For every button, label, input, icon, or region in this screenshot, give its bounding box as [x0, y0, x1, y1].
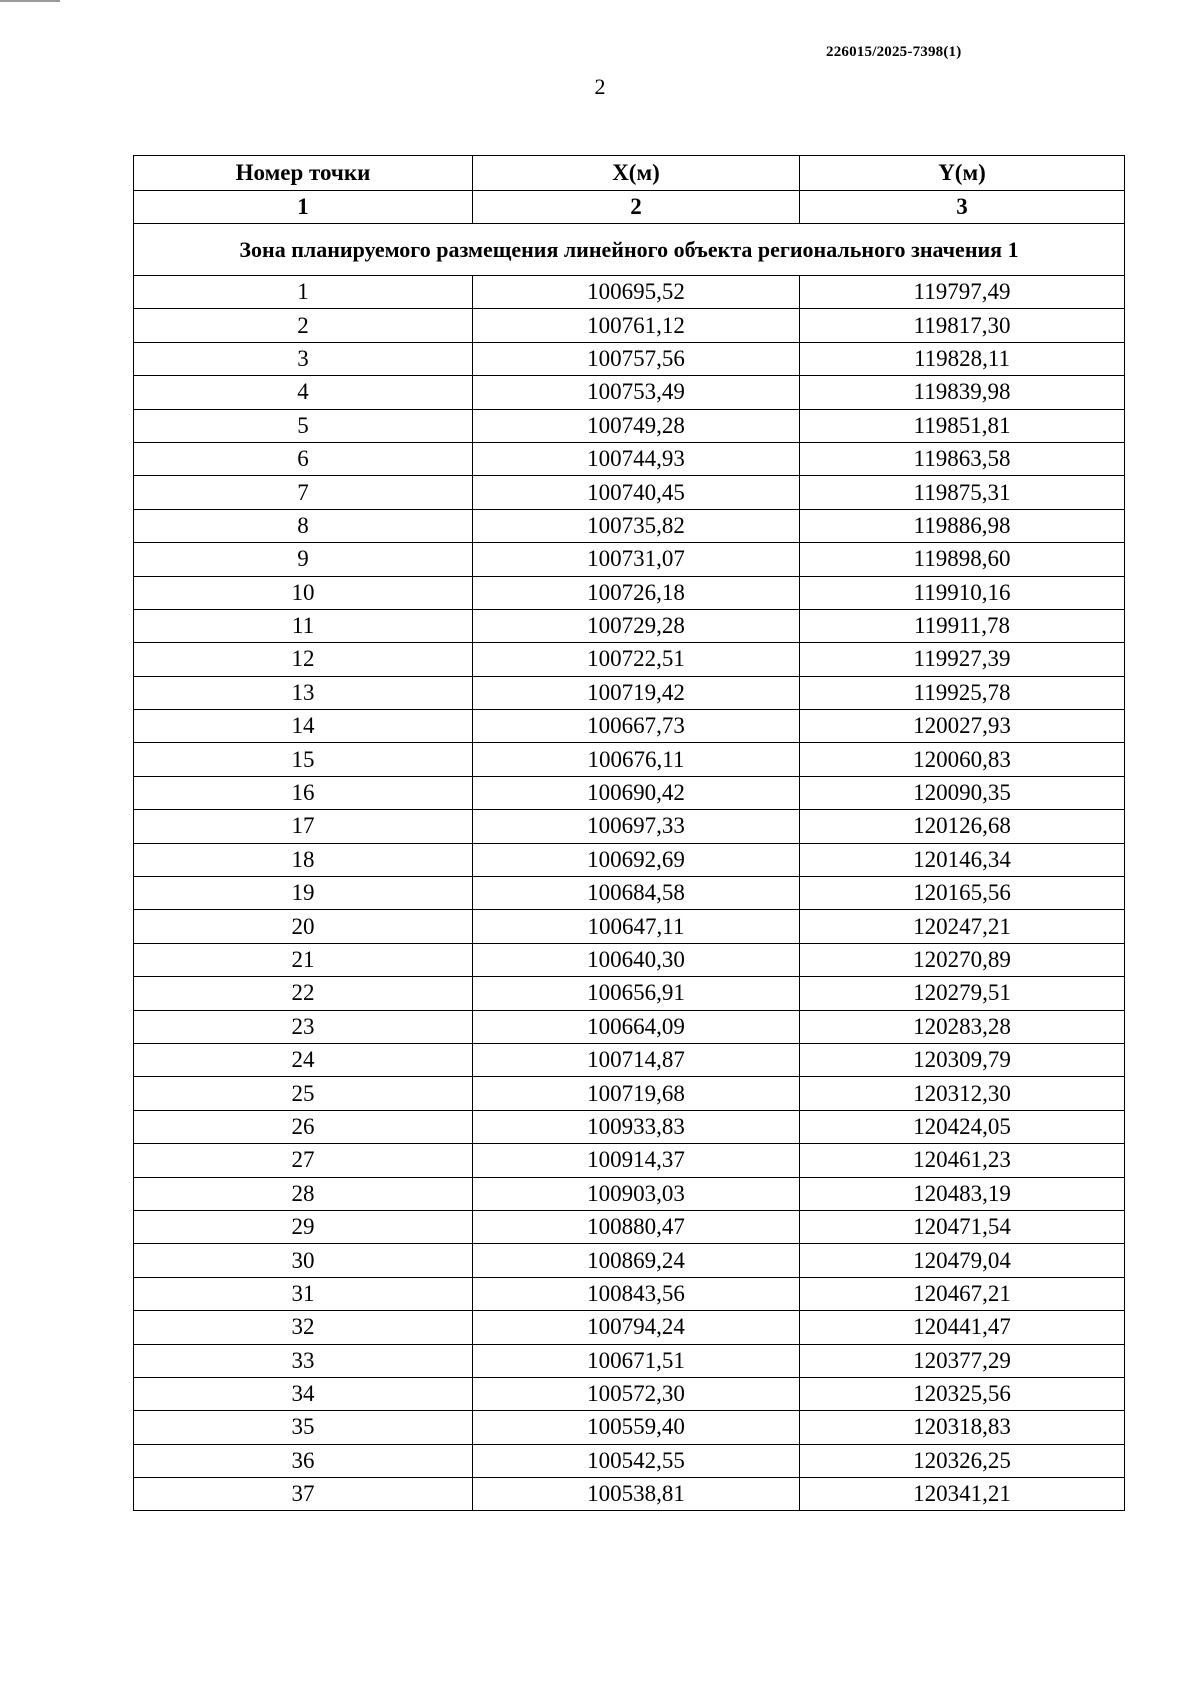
x-coordinate-cell: 100664,09 [473, 1010, 800, 1043]
table-row [134, 1478, 1125, 1511]
point-number-cell: 33 [134, 1344, 473, 1377]
point-number-cell: 34 [134, 1377, 473, 1410]
table-row [134, 1110, 1125, 1143]
column-number-row [134, 191, 1125, 224]
table-row [134, 1210, 1125, 1243]
table-row [134, 342, 1125, 375]
table-row [134, 1311, 1125, 1344]
document-number: 226015/2025-7398(1) [826, 44, 962, 60]
table-row [134, 743, 1125, 776]
x-coordinate-cell: 100757,56 [473, 342, 800, 375]
x-coordinate-cell: 100714,87 [473, 1043, 800, 1076]
table-row [134, 776, 1125, 809]
x-coordinate-cell: 100542,55 [473, 1444, 800, 1477]
y-coordinate-cell: 119886,98 [800, 509, 1125, 542]
zone-title: Зона планируемого размещения линейного объекта регионального значения 1 [134, 224, 1125, 276]
table-row [134, 910, 1125, 943]
y-coordinate-cell: 120471,54 [800, 1210, 1125, 1243]
x-coordinate-cell: 100671,51 [473, 1344, 800, 1377]
y-coordinate-cell: 119863,58 [800, 442, 1125, 475]
x-coordinate-cell: 100903,03 [473, 1177, 800, 1210]
column-header-y: Y(м) [800, 156, 1125, 191]
y-coordinate-cell: 120283,28 [800, 1010, 1125, 1043]
point-number-cell: 19 [134, 877, 473, 910]
table-row [134, 509, 1125, 542]
scan-edge-mark [0, 0, 60, 2]
x-coordinate-cell: 100749,28 [473, 409, 800, 442]
table-row [134, 1377, 1125, 1410]
x-coordinate-cell: 100647,11 [473, 910, 800, 943]
point-number-cell: 37 [134, 1478, 473, 1511]
table-row [134, 442, 1125, 475]
table-row [134, 810, 1125, 843]
table-row [134, 710, 1125, 743]
header-row [134, 156, 1125, 191]
point-number-cell: 29 [134, 1210, 473, 1243]
y-coordinate-cell: 120479,04 [800, 1244, 1125, 1277]
point-number-cell: 12 [134, 643, 473, 676]
table-row [134, 1344, 1125, 1377]
y-coordinate-cell: 119898,60 [800, 543, 1125, 576]
point-number-cell: 2 [134, 309, 473, 342]
y-coordinate-cell: 120090,35 [800, 776, 1125, 809]
y-coordinate-cell: 119875,31 [800, 476, 1125, 509]
coordinates-table [133, 155, 1125, 1511]
x-coordinate-cell: 100794,24 [473, 1311, 800, 1344]
y-coordinate-cell: 119910,16 [800, 576, 1125, 609]
y-coordinate-cell: 120326,25 [800, 1444, 1125, 1477]
point-number-cell: 32 [134, 1311, 473, 1344]
x-coordinate-cell: 100726,18 [473, 576, 800, 609]
table-row [134, 1177, 1125, 1210]
table-row [134, 1077, 1125, 1110]
column-header-x: X(м) [473, 156, 800, 191]
table-row [134, 609, 1125, 642]
point-number-cell: 18 [134, 843, 473, 876]
point-number-cell: 8 [134, 509, 473, 542]
y-coordinate-cell: 120441,47 [800, 1311, 1125, 1344]
table-row [134, 309, 1125, 342]
y-coordinate-cell: 120247,21 [800, 910, 1125, 943]
x-coordinate-cell: 100735,82 [473, 509, 800, 542]
point-number-cell: 17 [134, 810, 473, 843]
y-coordinate-cell: 120483,19 [800, 1177, 1125, 1210]
x-coordinate-cell: 100695,52 [473, 276, 800, 309]
zone-title-row [134, 224, 1125, 276]
point-number-cell: 4 [134, 376, 473, 409]
x-coordinate-cell: 100559,40 [473, 1411, 800, 1444]
point-number-cell: 22 [134, 977, 473, 1010]
point-number-cell: 30 [134, 1244, 473, 1277]
y-coordinate-cell: 120027,93 [800, 710, 1125, 743]
y-coordinate-cell: 120467,21 [800, 1277, 1125, 1310]
y-coordinate-cell: 119797,49 [800, 276, 1125, 309]
table-row [134, 1144, 1125, 1177]
y-coordinate-cell: 120165,56 [800, 877, 1125, 910]
point-number-cell: 5 [134, 409, 473, 442]
point-number-cell: 14 [134, 710, 473, 743]
table-row [134, 1444, 1125, 1477]
x-coordinate-cell: 100869,24 [473, 1244, 800, 1277]
point-number-cell: 20 [134, 910, 473, 943]
y-coordinate-cell: 120424,05 [800, 1110, 1125, 1143]
x-coordinate-cell: 100744,93 [473, 442, 800, 475]
point-number-cell: 28 [134, 1177, 473, 1210]
table-row [134, 576, 1125, 609]
x-coordinate-cell: 100722,51 [473, 643, 800, 676]
point-number-cell: 25 [134, 1077, 473, 1110]
point-number-cell: 27 [134, 1144, 473, 1177]
table-row [134, 409, 1125, 442]
table-body [134, 276, 1125, 1511]
y-coordinate-cell: 120461,23 [800, 1144, 1125, 1177]
y-coordinate-cell: 120270,89 [800, 943, 1125, 976]
x-coordinate-cell: 100843,56 [473, 1277, 800, 1310]
y-coordinate-cell: 120377,29 [800, 1344, 1125, 1377]
x-coordinate-cell: 100656,91 [473, 977, 800, 1010]
y-coordinate-cell: 120312,30 [800, 1077, 1125, 1110]
point-number-cell: 36 [134, 1444, 473, 1477]
table-row [134, 843, 1125, 876]
x-coordinate-cell: 100880,47 [473, 1210, 800, 1243]
point-number-cell: 15 [134, 743, 473, 776]
point-number-cell: 31 [134, 1277, 473, 1310]
y-coordinate-cell: 119911,78 [800, 609, 1125, 642]
x-coordinate-cell: 100729,28 [473, 609, 800, 642]
table-row [134, 1010, 1125, 1043]
x-coordinate-cell: 100692,69 [473, 843, 800, 876]
column-number-2: 2 [473, 191, 800, 224]
y-coordinate-cell: 119927,39 [800, 643, 1125, 676]
point-number-cell: 21 [134, 943, 473, 976]
point-number-cell: 26 [134, 1110, 473, 1143]
table-row [134, 643, 1125, 676]
page-number: 2 [594, 74, 606, 99]
x-coordinate-cell: 100684,58 [473, 877, 800, 910]
point-number-cell: 6 [134, 442, 473, 475]
point-number-cell: 16 [134, 776, 473, 809]
y-coordinate-cell: 120126,68 [800, 810, 1125, 843]
x-coordinate-cell: 100933,83 [473, 1110, 800, 1143]
x-coordinate-cell: 100572,30 [473, 1377, 800, 1410]
x-coordinate-cell: 100719,68 [473, 1077, 800, 1110]
y-coordinate-cell: 119839,98 [800, 376, 1125, 409]
x-coordinate-cell: 100719,42 [473, 676, 800, 709]
column-number-1: 1 [134, 191, 473, 224]
table-row [134, 977, 1125, 1010]
x-coordinate-cell: 100676,11 [473, 743, 800, 776]
x-coordinate-cell: 100667,73 [473, 710, 800, 743]
point-number-cell: 7 [134, 476, 473, 509]
table-row [134, 1411, 1125, 1444]
x-coordinate-cell: 100640,30 [473, 943, 800, 976]
point-number-cell: 24 [134, 1043, 473, 1076]
table-row [134, 543, 1125, 576]
x-coordinate-cell: 100761,12 [473, 309, 800, 342]
table-row [134, 376, 1125, 409]
point-number-cell: 9 [134, 543, 473, 576]
y-coordinate-cell: 120060,83 [800, 743, 1125, 776]
y-coordinate-cell: 120146,34 [800, 843, 1125, 876]
column-header-point-number: Номер точки [134, 156, 473, 191]
y-coordinate-cell: 120341,21 [800, 1478, 1125, 1511]
point-number-cell: 23 [134, 1010, 473, 1043]
x-coordinate-cell: 100740,45 [473, 476, 800, 509]
y-coordinate-cell: 119851,81 [800, 409, 1125, 442]
x-coordinate-cell: 100753,49 [473, 376, 800, 409]
table-row [134, 476, 1125, 509]
table-row [134, 1043, 1125, 1076]
y-coordinate-cell: 120325,56 [800, 1377, 1125, 1410]
y-coordinate-cell: 120318,83 [800, 1411, 1125, 1444]
point-number-cell: 35 [134, 1411, 473, 1444]
point-number-cell: 11 [134, 609, 473, 642]
y-coordinate-cell: 120279,51 [800, 977, 1125, 1010]
x-coordinate-cell: 100697,33 [473, 810, 800, 843]
y-coordinate-cell: 119828,11 [800, 342, 1125, 375]
x-coordinate-cell: 100690,42 [473, 776, 800, 809]
point-number-cell: 1 [134, 276, 473, 309]
x-coordinate-cell: 100731,07 [473, 543, 800, 576]
table-row [134, 676, 1125, 709]
point-number-cell: 3 [134, 342, 473, 375]
table-row [134, 276, 1125, 309]
table-header [134, 156, 1125, 276]
y-coordinate-cell: 120309,79 [800, 1043, 1125, 1076]
y-coordinate-cell: 119817,30 [800, 309, 1125, 342]
point-number-cell: 10 [134, 576, 473, 609]
table-row [134, 877, 1125, 910]
table-row [134, 1244, 1125, 1277]
point-number-cell: 13 [134, 676, 473, 709]
x-coordinate-cell: 100538,81 [473, 1478, 800, 1511]
x-coordinate-cell: 100914,37 [473, 1144, 800, 1177]
column-number-3: 3 [800, 191, 1125, 224]
table-row [134, 943, 1125, 976]
y-coordinate-cell: 119925,78 [800, 676, 1125, 709]
table-row [134, 1277, 1125, 1310]
